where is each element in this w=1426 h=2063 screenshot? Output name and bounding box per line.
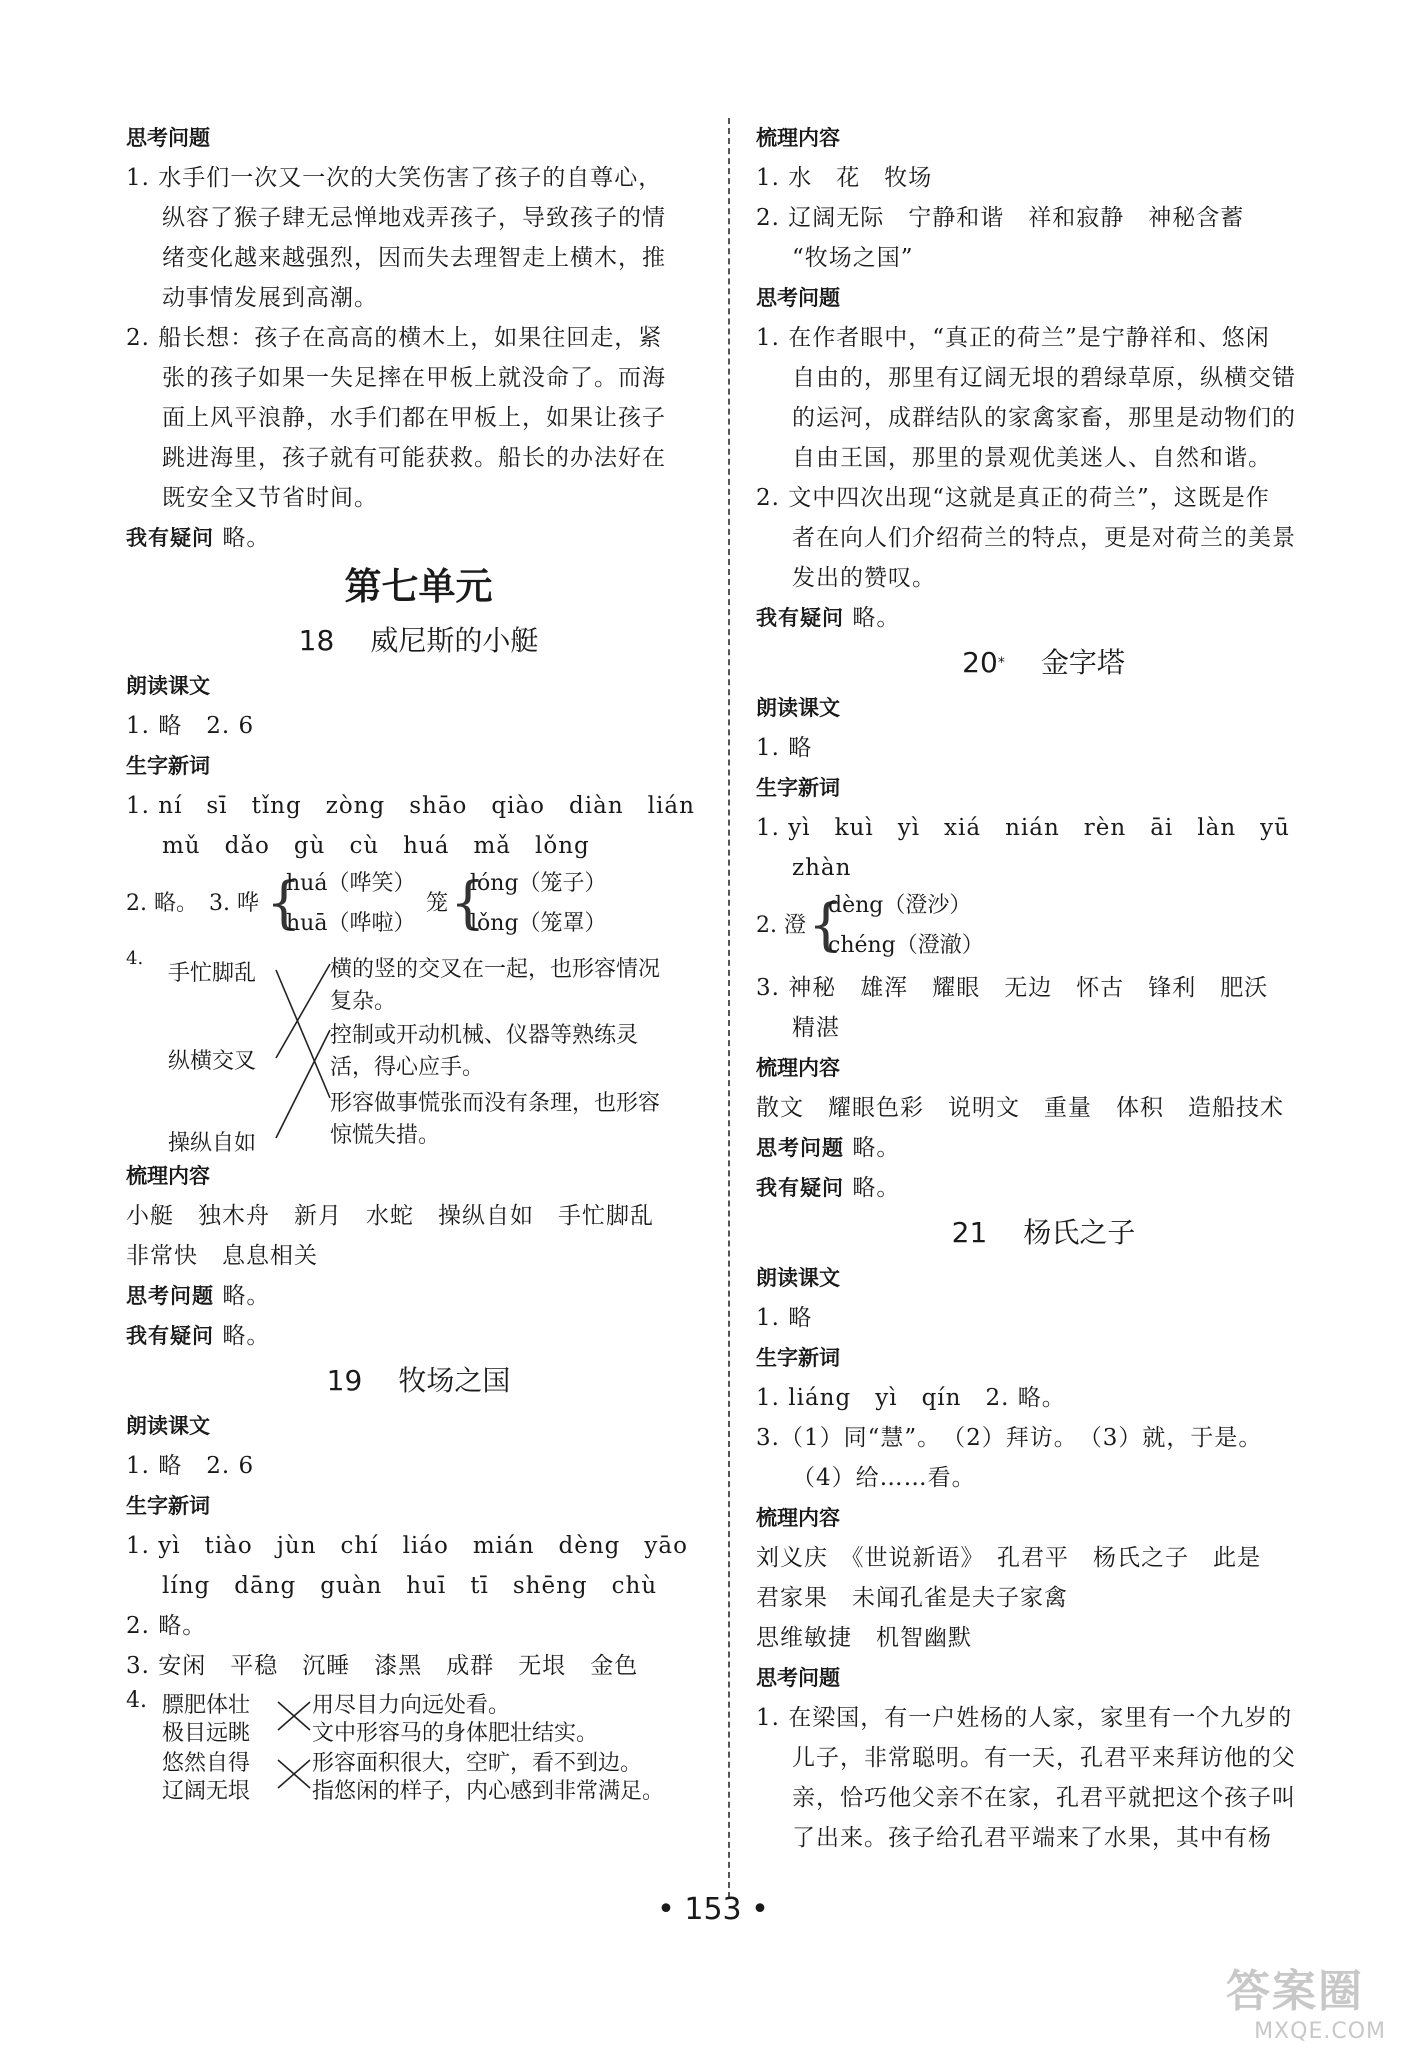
answer-line: 纵容了猴子肆无忌惮地戏弄孩子，导致孩子的情 [162,205,666,231]
pinyin-line: líng dāng guàn huī tī shēng chù [162,1573,658,1599]
answer-line: 小艇 独木舟 新月 水蛇 操纵自如 手忙脚乱 [126,1203,654,1229]
lesson-number: 18 [298,624,335,657]
think-text: 略。 [222,1283,271,1309]
answer-line: 动事情发展到高潮。 [162,285,378,311]
match-left-item: 极目远眺 [162,1721,251,1746]
match-right-item: 复杂。 [330,989,397,1014]
match-left-item: 操纵自如 [168,1131,257,1156]
reading-2: lǒng（笼罩） [470,911,607,936]
answer-line: 了出来。孩子给孔君平端来了水果，其中有杨 [792,1825,1272,1851]
answer-line: 1. 水 花 牧场 [756,165,933,191]
answer-line: 1. 略 [756,735,813,761]
section-head-words: 生字新词 [756,1346,840,1370]
optional-star: * [997,655,1005,671]
section-head-think: 思考问题 [756,1136,844,1160]
match-right-item: 用尽目力向远处看。 [312,1693,511,1718]
matching-exercise-18 [126,946,711,1156]
right-column [756,118,1331,1858]
doubt-line [756,1168,1331,1208]
answer-line: 刘义庆 《世说新语》 孔君平 杨氏之子 此是 [756,1545,1261,1571]
section-head-words: 生字新词 [756,776,840,800]
section-head-sort: 梳理内容 [756,1506,840,1530]
section-head-read: 朗读课文 [126,1414,210,1438]
match-line [276,1030,330,1138]
match-right-item: 形容面积很大，空旷，看不到边。 [312,1751,643,1776]
section-head-think: 思考问题 [756,1666,840,1690]
pinyin-line: 1. yì kuì yì xiá nián rèn āi làn yū [756,815,1290,841]
section-head-doubt: 我有疑问 [126,1324,214,1348]
answer-line: 非常快 息息相关 [126,1243,318,1269]
match-right-item: 惊慌失措。 [330,1123,441,1148]
brace-icon: { [450,871,486,936]
lesson-number-value: 20 [962,646,998,679]
answer-line: 2. 略。 [126,1613,207,1639]
matching-exercise-19 [126,1686,711,1804]
section-head-read: 朗读课文 [126,674,210,698]
think-line [756,1128,1331,1168]
doubt-text: 略。 [222,525,271,551]
lesson-title-19 [126,1356,711,1406]
reading-2: huā（哗啦） [286,911,416,936]
polyphone-group [756,888,1331,968]
section-head-read: 朗读课文 [756,1266,840,1290]
answer-line: 跳进海里，孩子就有可能获救。船长的办法好在 [162,445,666,471]
section-head-words: 生字新词 [126,754,210,778]
section-head-read: 朗读课文 [756,696,840,720]
left-column [126,118,711,1804]
column-divider [728,118,730,1898]
answer-line: 张的孩子如果一失足摔在甲板上就没命了。而海 [162,365,666,391]
answer-line: 2. 船长想：孩子在高高的横木上，如果往回走，紧 [126,325,663,351]
doubt-text: 略。 [852,605,901,631]
doubt-line [126,1316,711,1356]
lesson-title-20 [756,638,1331,688]
reading-1: dèng（澄沙） [828,893,972,918]
watermark-logo [1226,1955,1386,2045]
lesson-title-21 [756,1208,1331,1258]
lesson-name: 金字塔 [1040,646,1125,679]
answer-line: 1. 略 2. 6 [126,713,255,739]
answer-line: 亲，恰巧他父亲不在家，孔君平就把这个孩子叫 [792,1785,1296,1811]
lesson-name: 牧场之国 [398,1364,511,1397]
answer-line: 1. 略 [756,1305,813,1331]
watermark-text: 答案圈 [1226,1966,1364,2017]
answer-line: 精湛 [792,1015,840,1041]
answer-line: 发出的赞叹。 [792,565,936,591]
answer-line: 面上风平浪静，水手们都在甲板上，如果让孩子 [162,405,666,431]
reading-1: huá（哗笑） [286,871,416,896]
answer-text: 2. 略。 3. 哗 [126,891,259,916]
pinyin-line: 1. liáng yì qín 2. 略。 [756,1385,1066,1411]
match-left-item: 手忙脚乱 [168,961,257,986]
pinyin-line: 1. yì tiào jùn chí liáo mián dèng yāo [126,1533,688,1559]
answer-line: （4）给……看。 [792,1465,976,1491]
match-lines [126,946,346,1156]
answer-line: 1. 水手们一次又一次的大笑伤害了孩子的自尊心， [126,165,663,191]
lesson-number: 21 [951,1216,988,1249]
lesson-name: 杨氏之子 [1023,1216,1136,1249]
lesson-name: 威尼斯的小艇 [370,624,539,657]
answer-line: 1. 在梁国，有一户姓杨的人家，家里有一个九岁的 [756,1705,1293,1731]
section-head-sort: 梳理内容 [756,126,840,150]
watermark-url: MXQE.COM [1254,2019,1386,2044]
answer-line: 自由的，那里有辽阔无垠的碧绿草原，纵横交错 [792,365,1296,391]
section-head-think: 思考问题 [756,286,840,310]
think-text: 略。 [852,1135,901,1161]
match-right-item: 指悠闲的样子，内心感到非常满足。 [312,1779,665,1804]
section-head-sort: 梳理内容 [756,1056,840,1080]
match-lines [126,1686,326,1804]
page-number: • 153 • [657,1892,769,1927]
section-head-doubt: 我有疑问 [756,606,844,630]
doubt-line [126,518,711,558]
answer-line: “牧场之国” [792,245,914,271]
item-number: 4. [126,1688,147,1713]
lesson-number [962,638,1005,688]
section-head-sort: 梳理内容 [126,1164,210,1188]
match-line [276,964,330,1058]
match-right-item: 活，得心应手。 [330,1055,485,1080]
match-left-item: 悠然自得 [162,1751,251,1776]
answer-line: 者在向人们介绍荷兰的特点，更是对荷兰的美景 [792,525,1296,551]
answer-line: 3. 神秘 雄浑 耀眼 无边 怀古 锋利 肥沃 [756,975,1269,1001]
answer-line: 自由王国，那里的景观优美迷人、自然和谐。 [792,445,1272,471]
reading-1: lóng（笼子） [470,871,607,896]
polyphone-group [126,866,711,946]
answer-line: 3.（1）同“慧”。 （2）拜访。 （3）就，于是。 [756,1425,1263,1451]
answer-line: 3. 安闲 平稳 沉睡 漆黑 成群 无垠 金色 [126,1653,639,1679]
answer-line: 1. 在作者眼中，“真正的荷兰”是宁静祥和、悠闲 [756,325,1270,351]
think-line [126,1276,711,1316]
match-right-item: 横的竖的交叉在一起，也形容情况 [330,957,661,982]
pinyin-line: 1. ní sī tǐng zòng shāo qiào diàn lián [126,793,695,819]
match-left-item: 膘肥体壮 [162,1693,251,1718]
answer-line: 2. 文中四次出现“这就是真正的荷兰”，这既是作 [756,485,1270,511]
answer-line: 既安全又节省时间。 [162,485,378,511]
doubt-line [756,598,1331,638]
unit-title: 第七单元 [344,565,493,608]
match-left-item: 辽阔无垠 [162,1779,251,1804]
answer-line: 1. 略 2. 6 [126,1453,255,1479]
item-number: 4. [126,948,144,969]
section-head-words: 生字新词 [126,1494,210,1518]
pinyin-line: zhàn [792,855,852,881]
answer-line: 2. 辽阔无际 宁静和谐 祥和寂静 神秘含蓄 [756,205,1245,231]
answer-line: 的运河，成群结队的家禽家畜，那里是动物们的 [792,405,1296,431]
answer-line: 儿子，非常聪明。有一天，孔君平来拜访他的父 [792,1745,1296,1771]
pinyin-line: mǔ dǎo gù cù huá mǎ lǒng [162,833,590,859]
answer-line: 君家果 未闻孔雀是夫子家禽 [756,1585,1068,1611]
section-head-think: 思考问题 [126,126,210,150]
doubt-text: 略。 [852,1175,901,1201]
section-head-doubt: 我有疑问 [126,526,214,550]
polyphone-char: 笼 [426,891,449,916]
brace-icon: { [266,871,302,936]
answer-line: 绪变化越来越强烈，因而失去理智走上横木，推 [162,245,666,271]
match-right-item: 控制或开动机械、仪器等熟练灵 [330,1023,639,1048]
match-right-item: 文中形容马的身体肥壮结实。 [312,1721,599,1746]
brace-icon: { [808,893,844,958]
reading-2: chéng（澄澈） [828,933,984,958]
answer-line: 散文 耀眼色彩 说明文 重量 体积 造船技术 [756,1095,1284,1121]
match-left-item: 纵横交叉 [168,1049,257,1074]
match-line [276,970,330,1098]
answer-text: 2. 澄 [756,913,806,938]
answer-line: 思维敏捷 机智幽默 [756,1625,972,1651]
lesson-title-18 [126,616,711,666]
section-head-doubt: 我有疑问 [756,1176,844,1200]
section-head-think: 思考问题 [126,1284,214,1308]
lesson-number: 19 [326,1364,363,1397]
match-right-item: 形容做事慌张而没有条理，也形容 [330,1091,661,1116]
doubt-text: 略。 [222,1323,271,1349]
